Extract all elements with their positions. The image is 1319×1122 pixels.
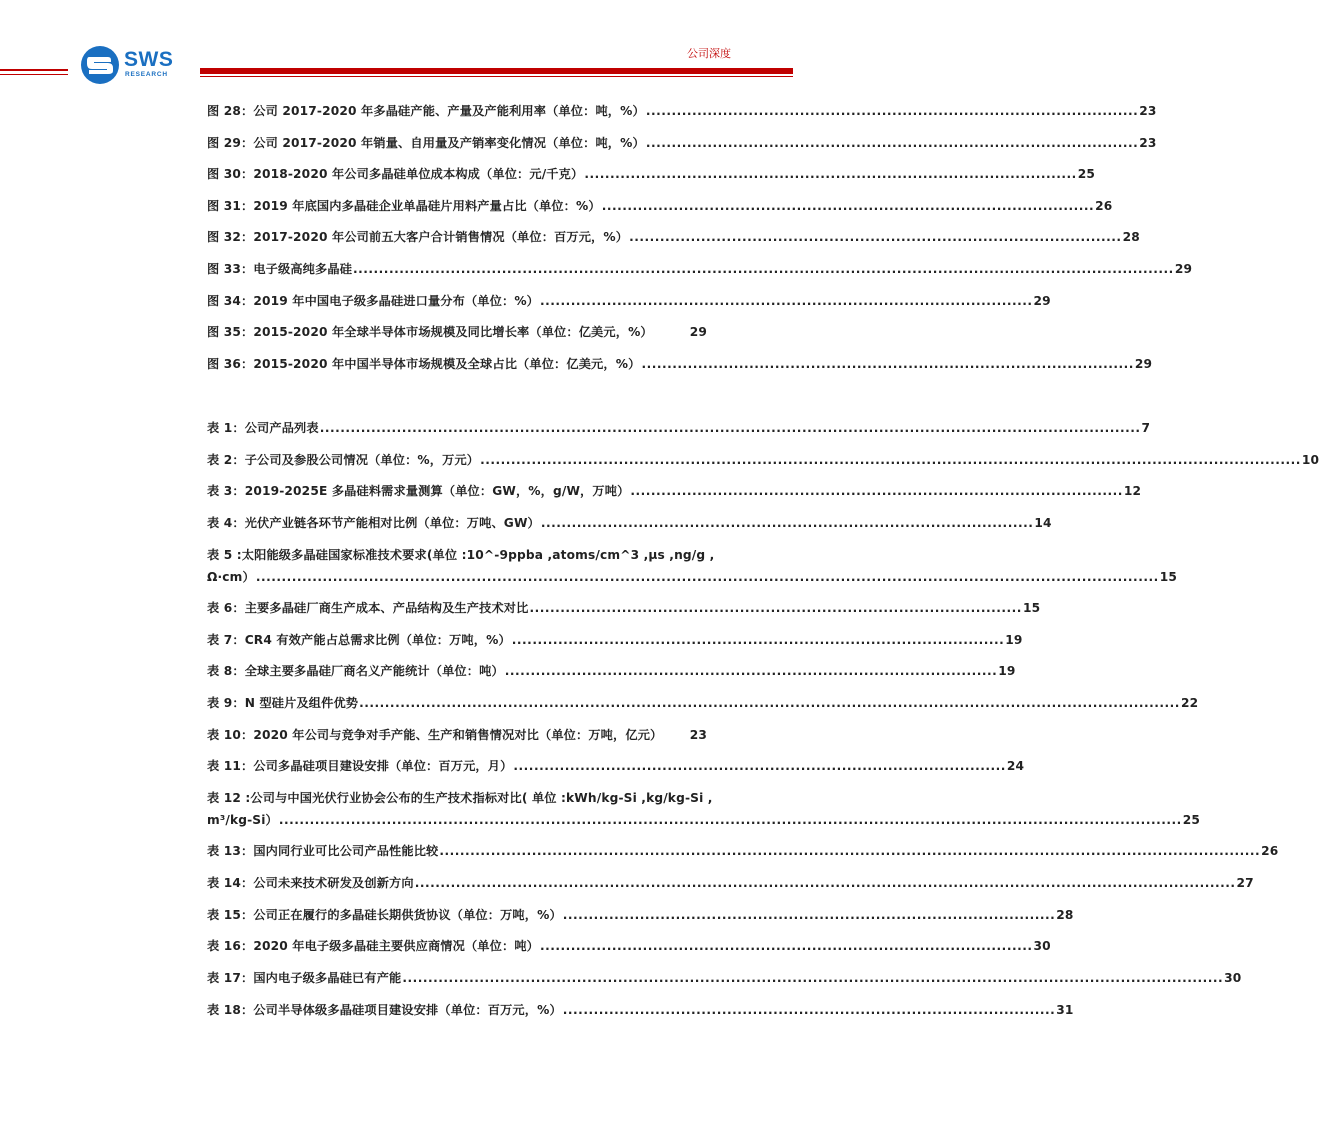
toc-page: 19: [1005, 633, 1023, 647]
toc-title: 表 1：公司产品列表: [207, 421, 319, 435]
toc-entry-table-3[interactable]: [207, 482, 1142, 500]
toc-page: 29: [1174, 262, 1193, 276]
toc-entry-table-8[interactable]: [207, 662, 1016, 680]
toc-leader: ................................................................................................................................................................: [480, 453, 1301, 467]
toc-page: 23: [689, 728, 707, 742]
toc-leader: ................................................................................................: [645, 136, 1139, 150]
toc-title: 表 7：CR4 有效产能占总需求比例（单位：万吨，%）: [207, 633, 511, 647]
toc-entry-figure-34[interactable]: [207, 292, 1051, 310]
toc-leader: ................................................................................................: [630, 484, 1123, 498]
toc-entry-figure-28[interactable]: [207, 102, 1157, 120]
toc-entry-table-6[interactable]: [207, 599, 1041, 617]
toc-leader: ................................................................................................................................................................: [402, 971, 1224, 985]
toc-leader: ................................................................................................: [540, 294, 1033, 308]
toc-title: 图 28：公司 2017-2020 年多晶硅产能、产量及产能利用率（单位：吨，%）: [207, 104, 645, 118]
toc-leader: ................................................................................................: [562, 1003, 1056, 1017]
report-type-label: 公司深度: [687, 47, 731, 60]
toc-entry-table-16[interactable]: [207, 937, 1051, 955]
toc-entry-table-10[interactable]: [207, 726, 707, 744]
toc-leader: ................................................................................................: [529, 601, 1022, 615]
toc-leader: ................................................................................................: [601, 199, 1095, 213]
toc-title-continuation: m³/kg-Si）: [207, 813, 278, 827]
toc-page: 29: [689, 325, 707, 339]
toc-leader: ................................................................................................: [629, 230, 1122, 244]
logo-text: SWS: [124, 48, 174, 71]
toc-entry-table-15[interactable]: [207, 906, 1074, 924]
toc-page: 31: [1056, 1003, 1074, 1017]
toc-page: 30: [1224, 971, 1242, 985]
header-rule-right-thin: [200, 76, 793, 77]
toc-leader: ................................................................................................................................................................: [439, 844, 1261, 858]
toc-leader: ................................................................................................: [562, 908, 1056, 922]
toc-page: 23: [1139, 136, 1157, 150]
toc-title: 表 18：公司半导体级多晶硅项目建设安排（单位：百万元，%）: [207, 1003, 562, 1017]
toc-page: 28: [1122, 230, 1140, 244]
toc-title: 图 34：2019 年中国电子级多晶硅进口量分布（单位：%）: [207, 294, 540, 308]
toc-entry-table-2[interactable]: [207, 451, 1319, 469]
toc-page: 28: [1056, 908, 1074, 922]
toc-page: 26: [1261, 844, 1279, 858]
toc-title: 图 32：2017-2020 年公司前五大客户合计销售情况（单位：百万元，%）: [207, 230, 629, 244]
toc-page: 15: [1159, 570, 1177, 584]
toc-leader: ................................................................................................................................................................: [353, 262, 1174, 276]
toc-title: 表 6：主要多晶硅厂商生产成本、产品结构及生产技术对比: [207, 601, 529, 615]
toc-page: 29: [1033, 294, 1051, 308]
toc-title: 表 4：光伏产业链各环节产能相对比例（单位：万吨、GW）: [207, 516, 540, 530]
toc-title: 表 3：2019-2025E 多晶硅料需求量测算（单位：GW，%，g/W，万吨）: [207, 484, 630, 498]
toc-page: 29: [1134, 357, 1153, 371]
toc-title: 表 8：全球主要多晶硅厂商名义产能统计（单位：吨）: [207, 664, 504, 678]
toc-leader: ................................................................................................................................................................................: [255, 570, 1159, 584]
toc-entry-table-11[interactable]: [207, 757, 1025, 775]
logo-subtext: RESEARCH: [125, 71, 168, 78]
toc-leader: ................................................................................................: [540, 939, 1033, 953]
toc-page: 14: [1034, 516, 1052, 530]
toc-entry-table-12[interactable]: [207, 789, 727, 807]
toc-leader: ................................................................................................: [540, 516, 1034, 530]
company-logo: [80, 45, 190, 85]
toc-title: 表 14：公司未来技术研发及创新方向: [207, 876, 414, 890]
toc-entry-figure-30[interactable]: [207, 165, 1096, 183]
toc-page: 15: [1022, 601, 1041, 615]
toc-page: 22: [1180, 696, 1199, 710]
toc-entry-figure-32[interactable]: [207, 228, 1140, 246]
toc-leader: ................................................................................................: [584, 167, 1077, 181]
toc-title: 图 29：公司 2017-2020 年销量、自用量及产销率变化情况（单位：吨，%）: [207, 136, 645, 150]
toc-page: 25: [1182, 813, 1200, 827]
toc-title: 表 10：2020 年公司与竞争对手产能、生产和销售情况对比（单位：万吨，亿元）: [207, 728, 663, 742]
toc-entry-table-5[interactable]: [207, 546, 727, 564]
toc-title: 图 33：电子级高纯多晶硅: [207, 262, 353, 276]
toc-entry-figure-33[interactable]: [207, 260, 1193, 278]
toc-title: 表 17：国内电子级多晶硅已有产能: [207, 971, 402, 985]
toc-leader: ................................................................................................................................................................: [414, 876, 1236, 890]
toc-page: 25: [1077, 167, 1096, 181]
toc-entry-figure-31[interactable]: [207, 197, 1113, 215]
toc-entry-table-9[interactable]: [207, 694, 1199, 712]
toc-title: 表 12 :公司与中国光伏行业协会公布的生产技术指标对比( 单位 :kWh/kg-Si ,kg/kg-Si ,: [207, 791, 713, 805]
toc-title: 图 31：2019 年底国内多晶硅企业单晶硅片用料产量占比（单位：%）: [207, 199, 601, 213]
toc-title: 表 11：公司多晶硅项目建设安排（单位：百万元，月）: [207, 759, 513, 773]
toc-page: 24: [1006, 759, 1025, 773]
toc-page: 27: [1236, 876, 1254, 890]
toc-page: 10: [1301, 453, 1319, 467]
header-rule-right: [200, 68, 793, 74]
toc-leader: ................................................................................................................................................................: [319, 421, 1141, 435]
header-rule-left-thin: [0, 74, 68, 75]
toc-entry-table-18[interactable]: [207, 1001, 1074, 1019]
toc-page: 23: [1139, 104, 1157, 118]
toc-leader: ................................................................................................: [513, 759, 1006, 773]
toc-title: 表 2：子公司及参股公司情况（单位：%，万元）: [207, 453, 480, 467]
toc-title: 图 30：2018-2020 年公司多晶硅单位成本构成（单位：元/千克）: [207, 167, 584, 181]
toc-entry-table-14[interactable]: [207, 874, 1254, 892]
toc-page: 30: [1033, 939, 1051, 953]
toc-title-continuation: Ω·cm）: [207, 570, 255, 584]
toc-entry-table-5-cont[interactable]: [207, 568, 1177, 586]
toc-entry-figure-29[interactable]: [207, 134, 1157, 152]
toc-entry-figure-36[interactable]: [207, 355, 1153, 373]
toc-leader: ................................................................................................: [641, 357, 1134, 371]
toc-leader: ................................................................................................................................................................................: [278, 813, 1182, 827]
toc-title: 表 5 :太阳能级多晶硅国家标准技术要求(单位 :10^-9ppba ,atoms/cm^3 ,μs ,ng/g ,: [207, 548, 715, 562]
toc-page: 26: [1095, 199, 1113, 213]
toc-leader: ................................................................................................: [645, 104, 1139, 118]
toc-entry-table-13[interactable]: [207, 842, 1279, 860]
toc-title: 表 9：N 型硅片及组件优势: [207, 696, 359, 710]
toc-leader: ................................................................................................: [511, 633, 1005, 647]
toc-page: 19: [998, 664, 1016, 678]
toc-title: 表 13：国内同行业可比公司产品性能比较: [207, 844, 439, 858]
toc-leader: ................................................................................................: [504, 664, 998, 678]
toc-title: 图 36：2015-2020 年中国半导体市场规模及全球占比（单位：亿美元，%）: [207, 357, 641, 371]
toc-leader: ................................................................................................................................................................: [359, 696, 1180, 710]
toc-title: 表 15：公司正在履行的多晶硅长期供货协议（单位：万吨，%）: [207, 908, 562, 922]
toc-entry-table-17[interactable]: [207, 969, 1242, 987]
toc-page: 7: [1141, 421, 1151, 435]
toc-entry-table-1[interactable]: [207, 419, 1151, 437]
header-rule-left: [0, 69, 68, 71]
toc-entry-table-12-cont[interactable]: [207, 811, 1200, 829]
toc-title: 表 16：2020 年电子级多晶硅主要供应商情况（单位：吨）: [207, 939, 539, 953]
toc-entry-table-7[interactable]: [207, 631, 1023, 649]
toc-page: 12: [1123, 484, 1142, 498]
toc-entry-table-4[interactable]: [207, 514, 1052, 532]
sws-logo-icon: [80, 45, 120, 85]
toc-title: 图 35：2015-2020 年全球半导体市场规模及同比增长率（单位：亿美元，%）: [207, 325, 653, 339]
toc-entry-figure-35[interactable]: [207, 323, 707, 341]
